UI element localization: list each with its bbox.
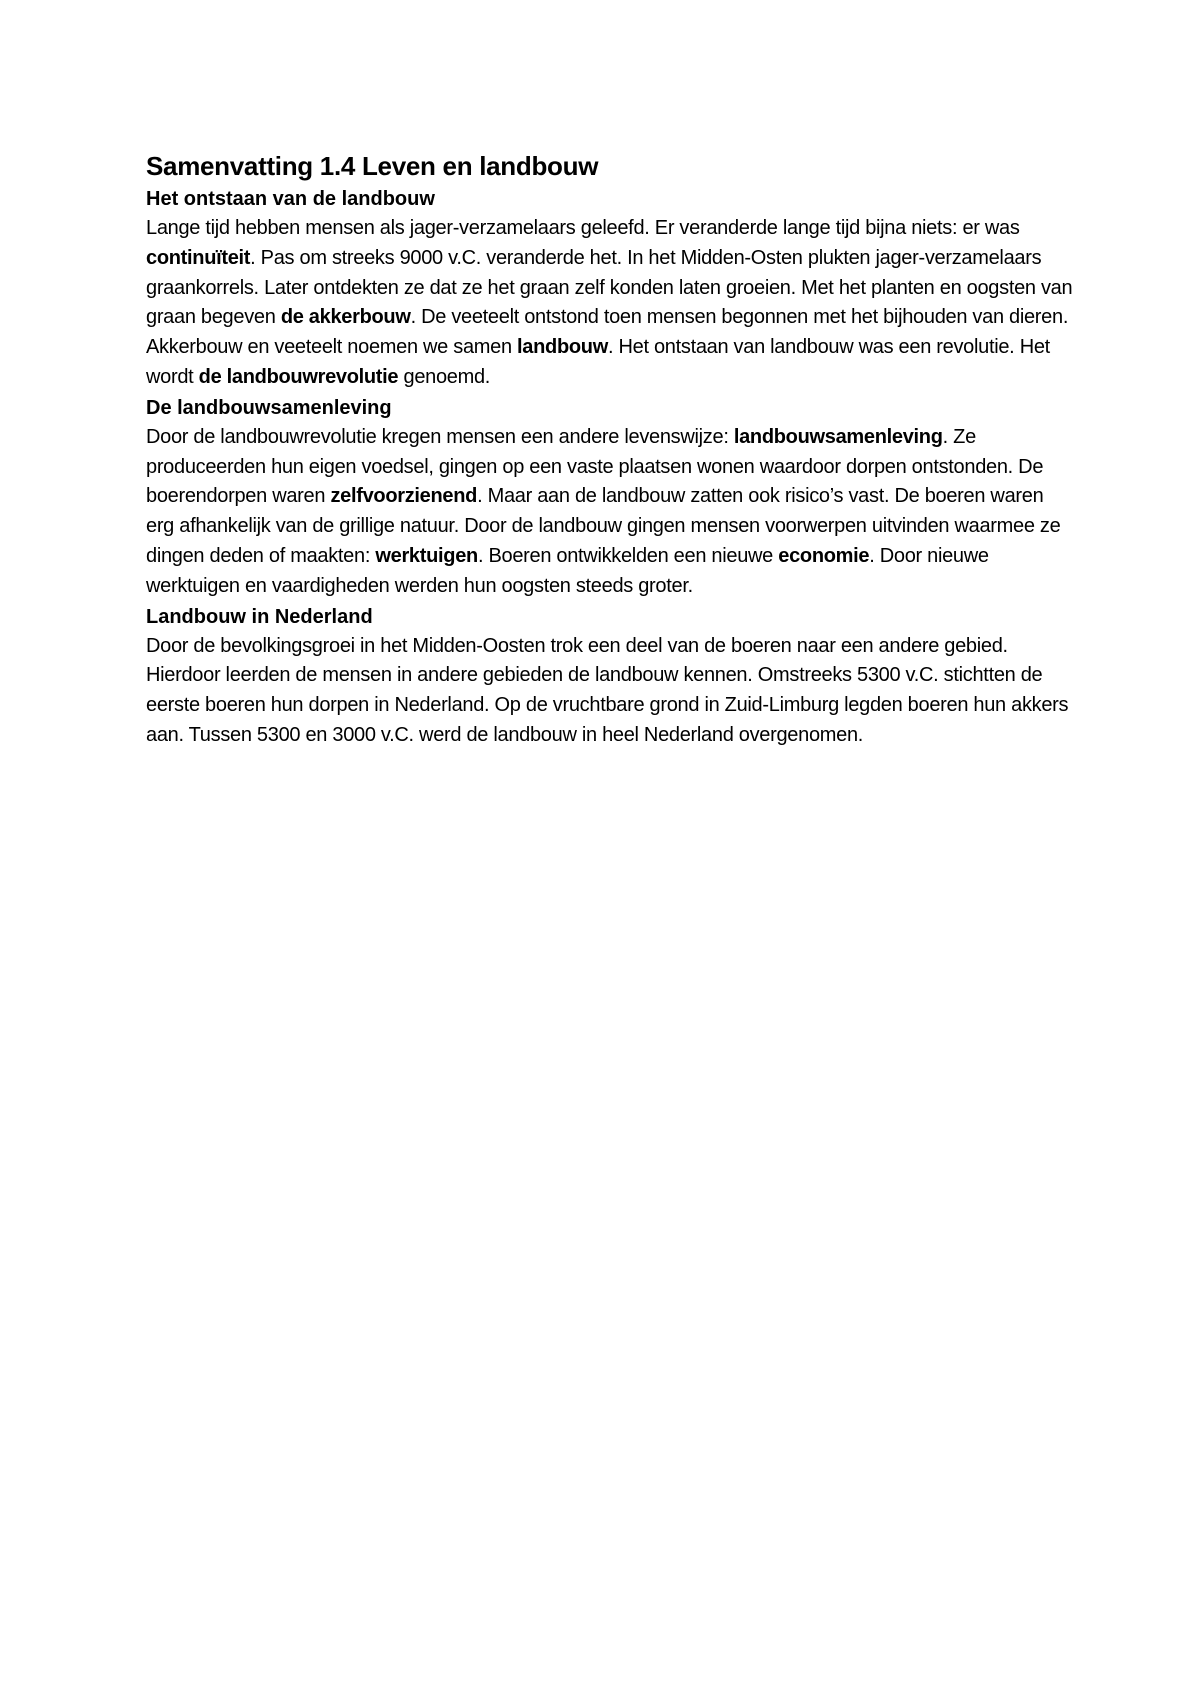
text-run: . De veeteelt ontstond toen mensen begonnen met het bijhouden van dieren. Akkerbouw en veeteelt noemen we samen — [146, 306, 1069, 359]
bold-term: landbouw — [517, 336, 608, 359]
text-run: . Door nieuwe werktuigen en vaardigheden werden hun oogsten steeds groter. — [146, 544, 989, 597]
bold-term: zelfvoorzienend — [330, 485, 478, 508]
bold-term: economie — [778, 544, 870, 567]
text-run: . Ze produceerden hun eigen voedsel, gingen op een vaste plaatsen wonen waardoor dorpen ontstonden. De boerendorpen waren — [146, 425, 1044, 508]
document-title: Samenvatting 1.4 Leven en landbouw — [146, 151, 599, 181]
text-run: . Pas om streeks 9000 v.C. veranderde het. In het Midden-Osten plukten jager-verzamelaars graankorrels. Later ontdekten ze dat ze het graan zelf konden laten groeien. Met het planten en oogsten van graan begeven — [146, 246, 1073, 329]
section-heading: Het ontstaan van de landbouw — [146, 188, 435, 210]
document-body — [146, 184, 1076, 751]
section-heading: De landbouwsamenleving — [146, 396, 392, 419]
text-run: Door de bevolkingsgroei in het Midden-Oosten trok een deel van de boeren naar een andere gebied. Hierdoor leerden de mensen in andere gebieden de landbouw kennen. Omstreeks 5300 v.C. stichtten de eerste boeren hun dorpen in Nederland. Op de vruchtbare grond in Zuid-Limburg legden boeren hun akkers aan. Tussen 5300 en 3000 v.C. werd de landbouw in heel Nederland overgenomen. — [146, 634, 1069, 746]
bold-term: continuïteit — [146, 246, 251, 269]
section-paragraph — [146, 632, 1076, 751]
section-heading: Landbouw in Nederland — [146, 605, 373, 628]
section-paragraph — [146, 214, 1076, 393]
text-run: . Boeren ontwikkelden een nieuwe — [477, 544, 779, 567]
section-paragraph — [146, 423, 1076, 602]
text-run: genoemd. — [398, 365, 491, 388]
text-run: Lange tijd hebben mensen als jager-verzamelaars geleefd. Er veranderde lange tijd bijna niets: er was — [146, 217, 1020, 239]
document-page — [146, 148, 1076, 751]
text-run: . Maar aan de landbouw zatten ook risico’s vast. De boeren waren erg afhankelijk van de grillige natuur. Door de landbouw gingen mensen voorwerpen uitvinden waarmee ze dingen deden of maakten: — [146, 485, 1061, 567]
text-run: . Het ontstaan van landbouw was een revolutie. Het wordt — [146, 336, 1050, 388]
bold-term: de landbouwrevolutie — [198, 365, 399, 388]
bold-term: werktuigen — [375, 544, 478, 567]
bold-term: landbouwsamenleving — [733, 425, 943, 448]
bold-term: de akkerbouw — [280, 306, 411, 329]
text-run: Door de landbouwrevolutie kregen mensen een andere levenswijze: — [146, 425, 734, 448]
